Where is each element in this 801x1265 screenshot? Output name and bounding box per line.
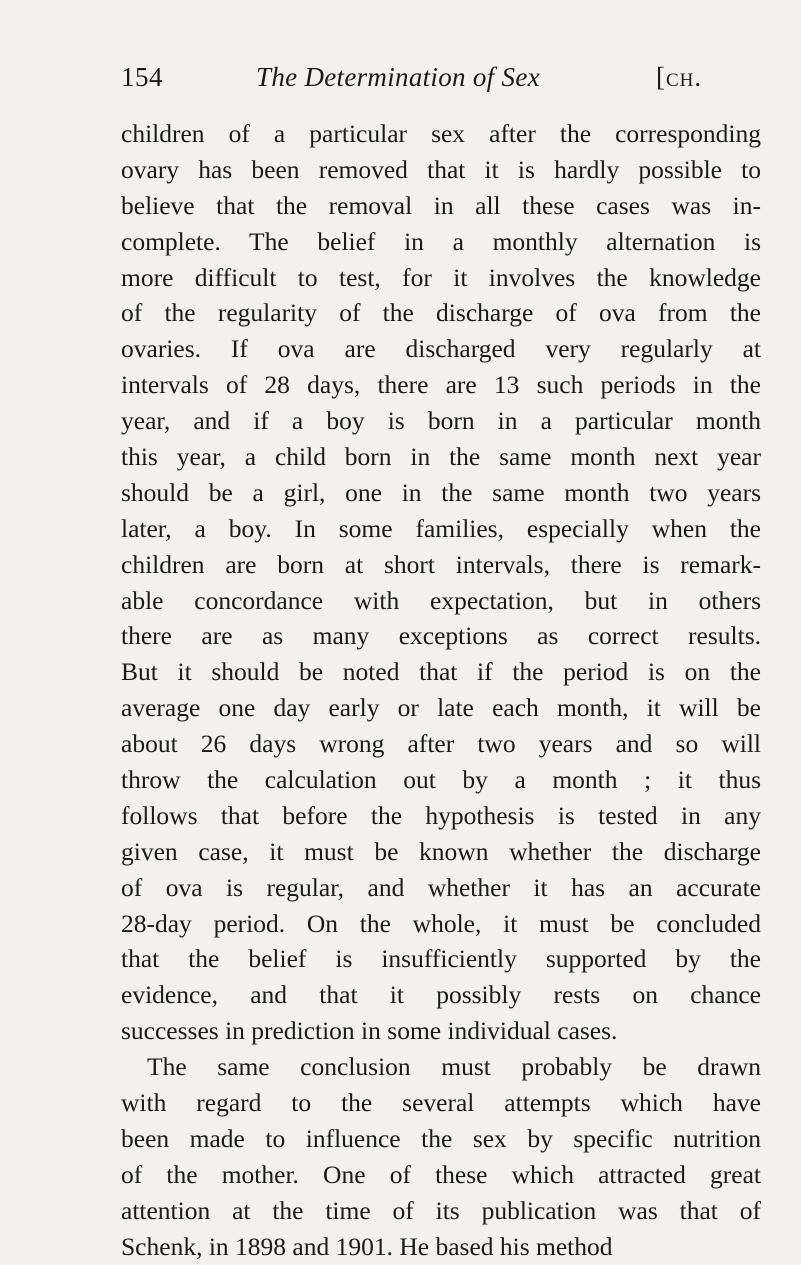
text-line: ovaries. If ova are discharged very regularly at	[121, 334, 761, 364]
paragraph	[121, 116, 761, 1049]
text-line: of ova is regular, and whether it has an accurate	[121, 872, 761, 902]
text-line: year, and if a boy is born in a particular month	[121, 406, 761, 436]
text-line: there are as many exceptions as correct results.	[121, 621, 761, 651]
text-line: of the mother. One of these which attracted great	[121, 1159, 761, 1189]
text-line: average one day early or late each month, it will be	[121, 693, 761, 723]
text-line: more difficult to test, for it involves the knowledge	[121, 262, 761, 292]
text-line: children of a particular sex after the corresponding	[121, 119, 761, 148]
text-line: 28-day period. On the whole, it must be concluded	[121, 908, 761, 938]
chapter-mark: [ch.	[656, 62, 703, 92]
text-line: children are born at short intervals, there is remark-	[121, 549, 761, 579]
text-line: with regard to the several attempts which have	[121, 1088, 761, 1118]
text-line: of the regularity of the discharge of ova from the	[121, 298, 761, 328]
text-line: successes in prediction in some individual cases.	[121, 1016, 618, 1046]
text-line: follows that before the hypothesis is tested in any	[121, 800, 761, 830]
text-line: evidence, and that it possibly rests on chance	[121, 980, 761, 1010]
text-line: given case, it must be known whether the discharge	[121, 836, 761, 866]
text-line: able concordance with expectation, but in others	[121, 585, 761, 615]
page-header	[121, 62, 741, 102]
text-line: intervals of 28 days, there are 13 such periods in the	[121, 370, 761, 400]
text-line: ovary has been removed that it is hardly possible to	[121, 154, 761, 184]
text-line: been made to influence the sex by specific nutrition	[121, 1123, 761, 1153]
body-text	[121, 116, 761, 1265]
text-line: should be a girl, one in the same month two years	[121, 477, 761, 507]
text-line: later, a boy. In some families, especially when the	[121, 513, 761, 543]
text-line: complete. The belief in a monthly alternation is	[121, 226, 761, 256]
text-line: attention at the time of its publication was that of	[121, 1195, 761, 1225]
text-line: Schenk, in 1898 and 1901. He based his method	[121, 1231, 613, 1261]
page-number: 154	[121, 62, 163, 92]
text-line: about 26 days wrong after two years and so will	[121, 729, 761, 759]
text-line: The same conclusion must probably be drawn	[147, 1052, 761, 1082]
text-line: But it should be noted that if the period is on the	[121, 657, 761, 687]
text-line: that the belief is insufficiently supported by the	[121, 944, 761, 974]
text-line: this year, a child born in the same month next year	[121, 442, 761, 472]
text-line: throw the calculation out by a month ; it thus	[121, 765, 761, 795]
running-title: The Determination of Sex	[256, 62, 540, 92]
text-line: believe that the removal in all these cases was in-	[121, 190, 761, 220]
paragraph	[121, 1049, 761, 1264]
